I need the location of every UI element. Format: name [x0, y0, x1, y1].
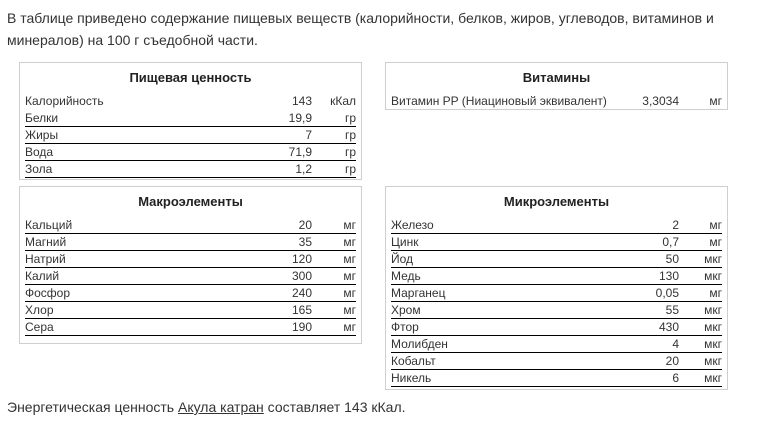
- macro-title: Макроэлементы: [138, 194, 243, 209]
- table-row: [391, 285, 722, 302]
- table-row: [25, 144, 356, 161]
- table-row: [391, 336, 722, 353]
- row-unit: мг: [709, 218, 722, 232]
- row-name: Кобальт: [391, 354, 436, 368]
- row-value: 130: [658, 269, 679, 283]
- row-unit: мкг: [704, 303, 722, 317]
- row-unit: гр: [344, 145, 356, 159]
- row-unit: мкг: [704, 269, 722, 283]
- row-unit: гр: [344, 111, 356, 125]
- row-name: Натрий: [25, 252, 66, 266]
- table-row: [25, 217, 356, 234]
- row-name: Йод: [391, 252, 414, 266]
- row-unit: мкг: [704, 252, 722, 266]
- row-name: Вода: [25, 145, 54, 159]
- row-name: Фтор: [391, 320, 419, 334]
- row-value: 50: [665, 252, 679, 266]
- row-value: 35: [298, 235, 312, 249]
- row-name: Железо: [391, 218, 434, 232]
- row-unit: гр: [344, 162, 356, 176]
- row-name: Сера: [25, 320, 54, 334]
- row-name: Фосфор: [25, 286, 71, 300]
- footer-prefix: Энергетическая ценность: [7, 399, 178, 415]
- row-name: Марганец: [391, 286, 446, 300]
- row-unit: мкг: [704, 371, 722, 385]
- row-value: 1,2: [295, 162, 312, 176]
- row-value: 6: [672, 371, 679, 385]
- table-row: [25, 127, 356, 144]
- row-name: Медь: [391, 269, 421, 283]
- row-unit: мг: [343, 235, 356, 249]
- row-value: 19,9: [288, 111, 312, 125]
- table-row: [391, 217, 722, 234]
- row-value: 20: [298, 218, 312, 232]
- row-unit: мг: [343, 218, 356, 232]
- row-name: Белки: [25, 111, 59, 125]
- table-row: [25, 161, 356, 178]
- row-name: Калий: [25, 269, 60, 283]
- row-value: 55: [665, 303, 679, 317]
- row-value: 4: [672, 337, 679, 351]
- table-row: [25, 251, 356, 268]
- row-value: 20: [665, 354, 679, 368]
- row-name: Никель: [391, 371, 432, 385]
- macro-table: [19, 186, 362, 344]
- row-value: 143: [291, 94, 312, 108]
- row-unit: мкг: [704, 354, 722, 368]
- footer-suffix: составляет 143 кКал.: [263, 399, 406, 415]
- footer-text: [7, 397, 406, 417]
- row-value: 240: [291, 286, 312, 300]
- row-unit: мкг: [704, 320, 722, 334]
- micro-table: [385, 186, 728, 390]
- row-unit: мг: [709, 94, 722, 108]
- row-unit: мкг: [704, 337, 722, 351]
- row-name: Витамин PP (Ниациновый эквивалент): [391, 94, 607, 108]
- row-unit: мг: [343, 303, 356, 317]
- row-unit: мг: [709, 235, 722, 249]
- row-name: Кальций: [25, 218, 73, 232]
- nutrition-table: [19, 62, 362, 180]
- row-unit: кКал: [330, 94, 356, 108]
- row-value: 2: [672, 218, 679, 232]
- row-value: 120: [291, 252, 312, 266]
- nutrition-title: Пищевая ценность: [129, 70, 252, 85]
- table-row: [391, 234, 722, 251]
- row-name: Молибден: [391, 337, 448, 351]
- table-row: [391, 268, 722, 285]
- row-value: 71,9: [288, 145, 312, 159]
- row-value: 0,7: [662, 235, 679, 249]
- row-name: Цинк: [391, 235, 419, 249]
- table-row: [391, 302, 722, 319]
- table-row: [391, 251, 722, 268]
- table-row: [25, 93, 356, 110]
- row-unit: мг: [709, 286, 722, 300]
- row-name: Калорийность: [25, 94, 104, 108]
- table-row: [25, 302, 356, 319]
- row-unit: мг: [343, 252, 356, 266]
- row-value: 190: [291, 320, 312, 334]
- row-unit: мг: [343, 286, 356, 300]
- table-row: [391, 93, 722, 110]
- row-name: Жиры: [25, 128, 59, 142]
- intro-text: В таблице приведено содержание пищевых веществ (калорийности, белков, жиров, углеводов, витаминов и минералов) на 100 г съедобной части.: [7, 10, 714, 48]
- table-row: [391, 353, 722, 370]
- row-value: 0,05: [655, 286, 679, 300]
- table-row: [25, 285, 356, 302]
- row-value: 165: [291, 303, 312, 317]
- shark-link[interactable]: Акула катран: [177, 399, 264, 415]
- table-row: [25, 268, 356, 285]
- row-unit: мг: [343, 320, 356, 334]
- row-name: Зола: [25, 162, 53, 176]
- row-value: 3,3034: [642, 94, 679, 108]
- row-unit: мг: [343, 269, 356, 283]
- vitamins-title: Витамины: [522, 70, 591, 85]
- table-row: [25, 319, 356, 336]
- row-unit: гр: [344, 128, 356, 142]
- vitamins-table: [385, 62, 728, 110]
- table-row: [25, 110, 356, 127]
- row-name: Хром: [391, 303, 421, 317]
- table-row: [25, 234, 356, 251]
- row-name: Хлор: [25, 303, 54, 317]
- row-value: 7: [305, 128, 312, 142]
- row-name: Магний: [25, 235, 67, 249]
- row-value: 300: [291, 269, 312, 283]
- table-row: [391, 370, 722, 387]
- micro-title: Микроэлементы: [503, 194, 610, 209]
- table-row: [391, 319, 722, 336]
- row-value: 430: [658, 320, 679, 334]
